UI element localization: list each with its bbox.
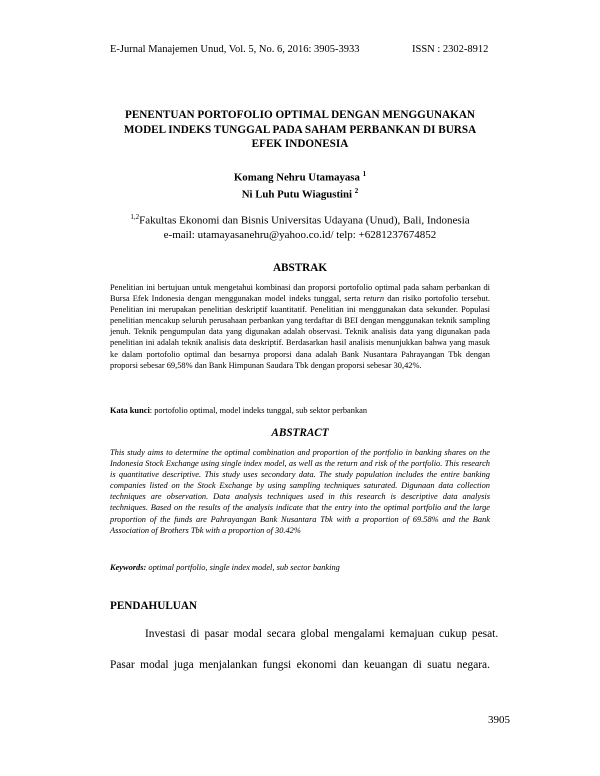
affiliation-institution: Fakultas Ekonomi dan Bisnis Universitas Udayana (Unud), Bali, Indonesia — [139, 214, 470, 227]
affiliation — [80, 210, 520, 242]
keywords-text: : portofolio optimal, model indeks tunggal, sub sektor perbankan — [149, 406, 368, 415]
author-list — [100, 168, 500, 202]
keywords-label: Keywords: — [110, 563, 147, 572]
author-mark: 1 — [362, 170, 367, 178]
title-line-2: MODEL INDEKS TUNGGAL PADA SAHAM PERBANKAN DI BURSA — [123, 123, 477, 136]
abstract-heading: ABSTRACT — [271, 427, 329, 439]
journal-header: E-Jurnal Manajemen Unud, Vol. 5, No. 6, 2016: 3905-3933 — [110, 44, 360, 55]
issn-header: ISSN : 2302-8912 — [412, 44, 489, 55]
affiliation-contact: e-mail: utamayasanehru@yahoo.co.id/ telp: +6281237674852 — [163, 228, 437, 241]
author-name: Komang Nehru Utamayasa — [233, 171, 360, 184]
affiliation-mark: 1,2 — [130, 213, 140, 221]
abstrak-text: Penelitian ini bertujuan untuk mengetahui kombinasi dan proporsi portofolio optimal pada saham perbankan di Bursa Efek Indonesia dengan menggunakan model indeks tunggal, serta return dan risiko portofolio tersebut. Penelitian ini merupakan penelitian deskriptif kuantitatif. Penelitian ini menggunakan data sekunder. Populasi penelitian mencakup seluruh perusahaan perbankan yang terdaftar di BEI dengan menggunakan teknik sampling jenuh. Teknik pengumpulan data yang digunakan adalah observasi. Teknik analisis data yang digunakan pada penelitian ini adalah teknik analisis data deskriptif. Berdasarkan hasil analisis menunjukkan bahwa yang masuk ke dalam portofolio optimal dan besarnya proporsi dana adalah Bank Nusantara Pahrayangan Tbk dengan proporsi sebesar 69,58% dan Bank Himpunan Saudara Tbk dengan proporsi sebesar 30,42%. — [110, 283, 490, 370]
abstract-text: This study aims to determine the optimal combination and proportion of the portfolio in banking shares on the Indonesia Stock Exchange using single index model, as well as the return and risk of the portfolio. This research is quantitative descriptive. This study uses secondary data. The study population includes the entire banking companies listed on the Stock Exchange by using sampling techniques saturated. Digunaan data collection techniques are observation. Data analysis techniques used in this research is descriptive data analysis techniques. Based on the results of the analysis indicate that the entry into the optimal portfolio and the large proportion of the funds are Pahrayangan Bank Nusantara Tbk with a proportion of 69.58% and the Bank Association of Brothers Tbk with a proportion of 30.42% — [110, 448, 490, 535]
page-number: 3905 — [488, 714, 510, 726]
section-heading-pendahuluan: PENDAHULUAN — [110, 600, 198, 612]
title-line-3: EFEK INDONESIA — [251, 138, 349, 150]
keywords-text: optimal portfolio, single index model, sub sector banking — [146, 563, 340, 572]
title-line-1: PENENTUAN PORTOFOLIO OPTIMAL DENGAN MENGGUNAKAN — [125, 109, 475, 121]
keywords-label: Kata kunci — [110, 406, 150, 415]
abstrak-heading: ABSTRAK — [272, 262, 328, 274]
abstract-keywords — [110, 562, 510, 573]
paper-title — [100, 108, 500, 152]
abstrak-keywords — [110, 405, 510, 416]
author-name: Ni Luh Putu Wiagustini — [241, 188, 353, 201]
author-mark: 2 — [354, 187, 359, 196]
body-line-1: Investasi di pasar modal secara global mengalami kemajuan cukup pesat. — [145, 628, 499, 640]
author-2 — [100, 185, 500, 202]
body-line-2: Pasar modal juga menjalankan fungsi ekonomi dan keuangan di suatu negara. — [110, 659, 490, 671]
author-1 — [100, 168, 500, 185]
